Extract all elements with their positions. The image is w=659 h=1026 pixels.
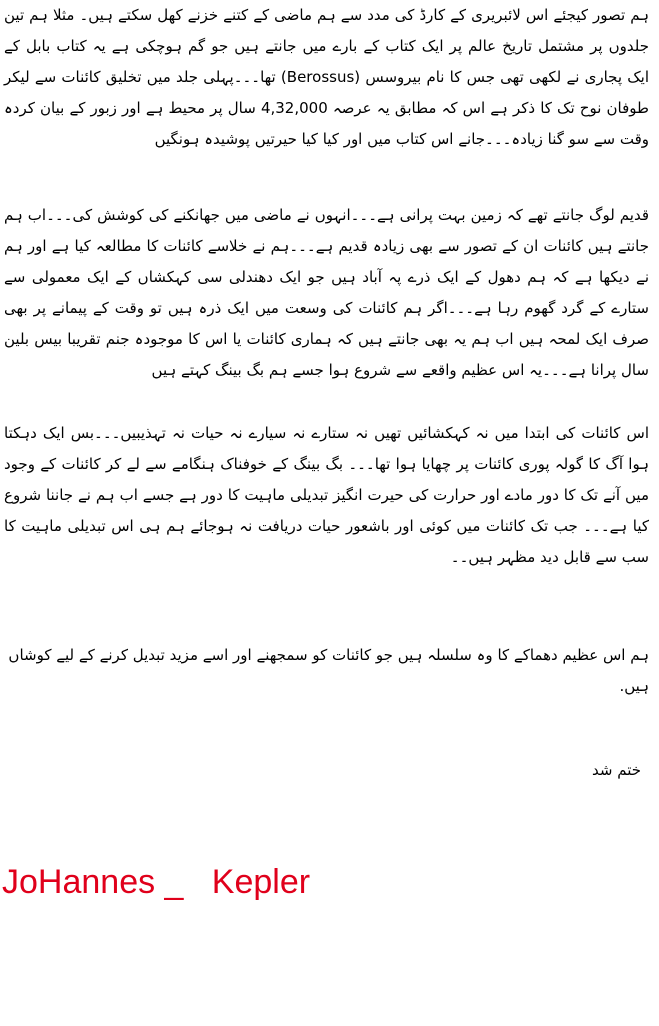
paragraph-universe-beginning: اس کائنات کی ابتدا میں نہ کہکشائیں تھیں نہ ستارے نہ سیارے نہ حیات نہ تہذیبیں۔۔۔بس ایک دہکتا ہوا آگ کا گولہ پوری کائنات پر چھایا ہوا تھا۔۔۔ بگ بینگ کے خوفناک ہنگامے سے لے کر کائنات کے وجود میں آنے تک کا دور مادے اور حرارت کی حیرت انگیز تبدیلی ماہیت کا دور ہے جسے اب ہم نے جاننا شروع کیا ہے۔۔۔ جب تک کائنات میں کوئی اور باشعور حیات دریافت نہ ہوجائے ہم ہی اس تبدیلی ماہیت کا سب سے قابل دید مظہر ہیں۔۔ xyxy=(4,424,649,566)
author-signature: JoHannes _ Kepler xyxy=(2,863,311,901)
end-mark: ختم شد xyxy=(592,761,641,779)
paragraph-ancient-earth: قدیم لوگ جانتے تھے کہ زمین بہت پرانی ہے۔۔۔انہوں نے ماضی میں جھانکنے کی کوشش کی۔۔۔اب ہم جانتے ہیں کائنات ان کے تصور سے بھی زیادہ قدیم ہے۔۔۔ہم نے خلاسے کائنات کا مطالعہ کیا ہے اور ہم نے دیکھا ہے کہ ہم دھول کے ایک ذرے پہ آباد ہیں جو ایک دھندلی سی کہکشاں کے ایک معمولی سے ستارے کے گرد گھوم رہا ہے۔۔۔اگر ہم کائنات کی وسعت میں ایک ذرہ ہیں تو وقت کے پیمانے پر بھی صرف ایک لمحہ ہیں اب ہم یہ بھی جانتے ہیں کہ ہماری کائنات یا اس کا موجودہ جنم تقریبا بیس بلین سال پرانا ہے۔۔۔یہ اس عظیم واقعے سے شروع ہوا جسے ہم بگ بینگ کہتے ہیں xyxy=(4,206,649,379)
paragraph-conclusion: ہم اس عظیم دھماکے کا وہ سلسلہ ہیں جو کائنات کو سمجھنے اور اسے مزید تبدیل کرنے کے لیے کوشاں ہیں. xyxy=(8,646,649,695)
paragraph-library-card: ہم تصور کیجئے اس لائبریری کے کارڈ کی مدد سے ہم ماضی کے کتنے خزنے کھل سکتے ہیں۔ مثلا ہم تین جلدوں پر مشتمل تاریخ عالم پر ایک کتاب کے بارے میں جانتے ہیں جو گم ہوچکی ہے یہ کتاب بابل کے ایک پجاری نے لکھی تھی جس کا نام بیروسس (Berossus) تھا۔۔۔پہلی جلد میں تخلیق کائنات سے لیکر طوفان نوح تک کا ذکر ہے اس کہ مطابق یہ عرصہ 4,32,000 سال پر محیط ہے اور زبور کے بیان کردہ وقت سے سو گنا زیادہ۔۔۔جانے اس کتاب میں اور کیا کیا حیرتیں پوشیدہ ہونگیں xyxy=(4,6,649,148)
